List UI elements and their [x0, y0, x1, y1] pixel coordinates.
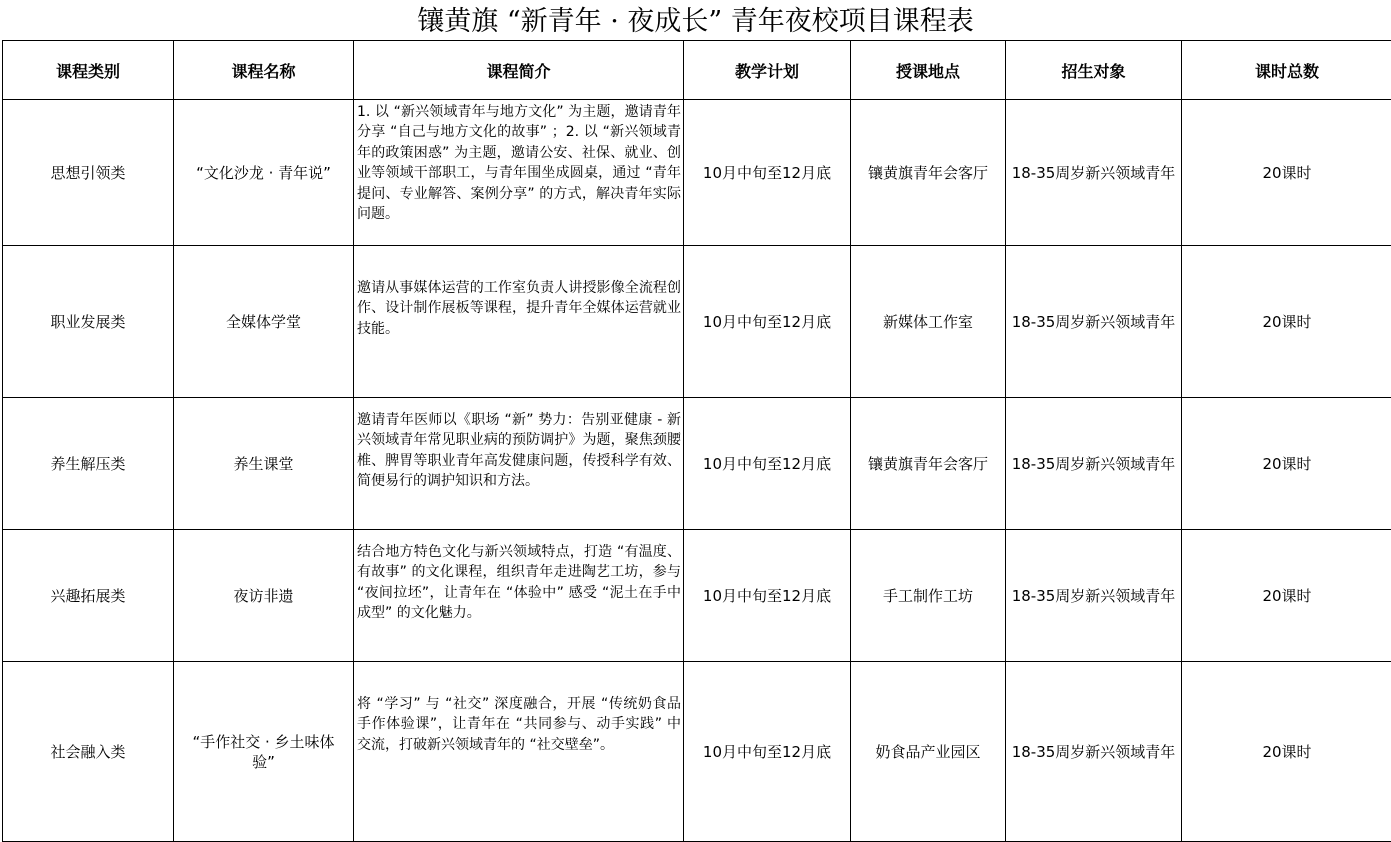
cell-plan: 10月中旬至12月底: [684, 246, 851, 398]
cell-name: 全媒体学堂: [174, 246, 354, 398]
cell-category: 社会融入类: [3, 662, 174, 842]
cell-hours: 20课时: [1182, 662, 1391, 842]
header-location: 授课地点: [851, 41, 1006, 100]
cell-hours: 20课时: [1182, 246, 1391, 398]
header-hours: 课时总数: [1182, 41, 1391, 100]
cell-intro: 邀请青年医师以《职场 “新” 势力：告别亚健康 - 新兴领域青年常见职业病的预防调护》为题，聚焦颈腰椎、脾胃等职业青年高发健康问题，传授科学有效、简便易行的调护知识和方法。: [354, 398, 684, 530]
page-title: 镶黄旗 “新青年 · 夜成长” 青年夜校项目课程表: [0, 0, 1391, 40]
table-row: [3, 530, 1391, 662]
header-intro: 课程简介: [354, 41, 684, 100]
header-row: [3, 41, 1391, 100]
cell-target: 18-35周岁新兴领域青年: [1006, 662, 1182, 842]
cell-location: 镶黄旗青年会客厅: [851, 398, 1006, 530]
cell-location: 手工制作工坊: [851, 530, 1006, 662]
cell-name: “手作社交 · 乡土味体验”: [189, 732, 339, 772]
cell-category: 兴趣拓展类: [3, 530, 174, 662]
cell-location: 奶食品产业园区: [851, 662, 1006, 842]
cell-category: 思想引领类: [3, 100, 174, 246]
cell-plan: 10月中旬至12月底: [684, 100, 851, 246]
header-target: 招生对象: [1006, 41, 1182, 100]
cell-hours: 20课时: [1182, 530, 1391, 662]
cell-target: 18-35周岁新兴领域青年: [1006, 530, 1182, 662]
cell-target: 18-35周岁新兴领域青年: [1006, 100, 1182, 246]
cell-intro: 结合地方特色文化与新兴领域特点，打造 “有温度、有故事” 的文化课程，组织青年走进陶艺工坊，参与 “夜间拉坯”，让青年在 “体验中” 感受 “泥土在手中成型” 的文化魅力。: [354, 530, 684, 662]
table-row: [3, 398, 1391, 530]
cell-plan: 10月中旬至12月底: [684, 398, 851, 530]
cell-target: 18-35周岁新兴领域青年: [1006, 246, 1182, 398]
cell-plan: 10月中旬至12月底: [684, 530, 851, 662]
cell-plan: 10月中旬至12月底: [684, 662, 851, 842]
course-schedule-table: [2, 40, 1391, 842]
cell-name: 养生课堂: [174, 398, 354, 530]
cell-location: 镶黄旗青年会客厅: [851, 100, 1006, 246]
cell-target: 18-35周岁新兴领域青年: [1006, 398, 1182, 530]
header-name: 课程名称: [174, 41, 354, 100]
cell-hours: 20课时: [1182, 100, 1391, 246]
header-category: 课程类别: [3, 41, 174, 100]
cell-hours: 20课时: [1182, 398, 1391, 530]
cell-intro: 将 “学习” 与 “社交” 深度融合，开展 “传统奶食品手作体验课”，让青年在 “共同参与、动手实践” 中交流，打破新兴领域青年的 “社交壁垒”。: [354, 662, 684, 842]
cell-name: “文化沙龙 · 青年说”: [174, 100, 354, 246]
cell-name: 夜访非遗: [174, 530, 354, 662]
cell-category: 职业发展类: [3, 246, 174, 398]
cell-intro: 1. 以 “新兴领域青年与地方文化” 为主题，邀请青年分享 “自己与地方文化的故事” ；2. 以 “新兴领域青年的政策困惑” 为主题，邀请公安、社保、就业、创业等领域干部职工，与青年围坐成圆桌，通过 “青年提问、专业解答、案例分享” 的方式，解决青年实际问题。: [354, 100, 684, 246]
cell-intro: 邀请从事媒体运营的工作室负责人讲授影像全流程创作、设计制作展板等课程，提升青年全媒体运营就业技能。: [354, 246, 684, 398]
table-row: [3, 246, 1391, 398]
table-row: [3, 100, 1391, 246]
header-plan: 教学计划: [684, 41, 851, 100]
cell-location: 新媒体工作室: [851, 246, 1006, 398]
cell-category: 养生解压类: [3, 398, 174, 530]
